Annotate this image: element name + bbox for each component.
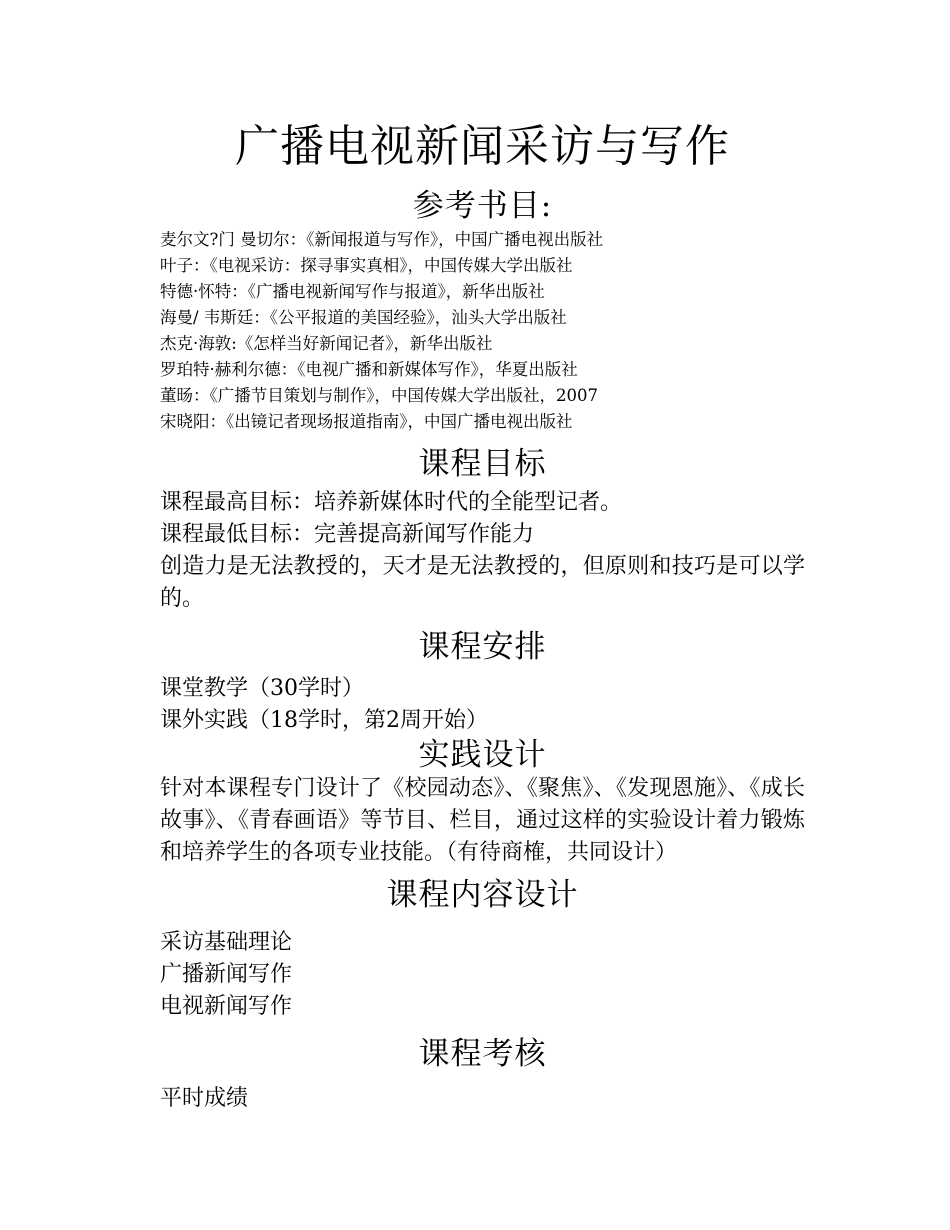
reference-item: 罗珀特·赫利尔德：《电视广播和新媒体写作》，华夏出版社 bbox=[160, 360, 578, 379]
content-design-item: 采访基础理论 bbox=[160, 930, 293, 955]
reference-item: 海曼/ 韦斯廷：《公平报道的美国经验》，汕头大学出版社 bbox=[160, 308, 567, 327]
goal-lowest: 课程最低目标：完善提高新闻写作能力 bbox=[160, 522, 535, 547]
assessment-item: 平时成绩 bbox=[160, 1086, 249, 1111]
reference-item: 杰克·海敦:《怎样当好新闻记者》，新华出版社 bbox=[160, 334, 493, 353]
schedule-practice: 课外实践（18学时，第2周开始） bbox=[160, 708, 488, 733]
references-heading: 参考书目: bbox=[412, 188, 553, 224]
reference-item: 叶子：《电视采访：探寻事实真相》，中国传媒大学出版社 bbox=[160, 256, 573, 275]
goals-heading: 课程目标 bbox=[418, 446, 547, 482]
schedule-classroom: 课堂教学（30学时） bbox=[160, 676, 364, 701]
content-design-item: 广播新闻写作 bbox=[160, 962, 293, 987]
reference-item: 董旸：《广播节目策划与制作》，中国传媒大学出版社，2007 bbox=[160, 386, 598, 405]
goal-note: 创造力是无法教授的，天才是无法教授的，但原则和技巧是可以学的。 bbox=[160, 554, 805, 611]
goal-highest: 课程最高目标：培养新媒体时代的全能型记者。 bbox=[160, 490, 623, 515]
reference-item: 宋晓阳：《出镜记者现场报道指南》，中国广播电视出版社 bbox=[160, 412, 573, 431]
content-design-item: 电视新闻写作 bbox=[160, 994, 293, 1019]
practice-design-heading: 实践设计 bbox=[418, 737, 547, 773]
references-list bbox=[160, 227, 805, 435]
document-page bbox=[160, 116, 805, 1115]
content-design-heading: 课程内容设计 bbox=[386, 877, 579, 913]
reference-item: 麦尔文?门 曼切尔：《新闻报道与写作》，中国广播电视出版社 bbox=[160, 230, 604, 249]
assessment-heading: 课程考核 bbox=[418, 1036, 547, 1072]
practice-design-text: 针对本课程专门设计了《校园动态》、《聚焦》、《发现恩施》、《成长故事》、《青春画语》等节目、栏目，通过这样的实验设计着力锻炼和培养学生的各项专业技能。（有待商榷，共同设计） bbox=[160, 776, 805, 865]
document-title: 广播电视新闻采访与写作 bbox=[235, 121, 730, 172]
schedule-heading: 课程安排 bbox=[418, 629, 547, 665]
reference-item: 特德·怀特：《广播电视新闻写作与报道》，新华出版社 bbox=[160, 282, 545, 301]
